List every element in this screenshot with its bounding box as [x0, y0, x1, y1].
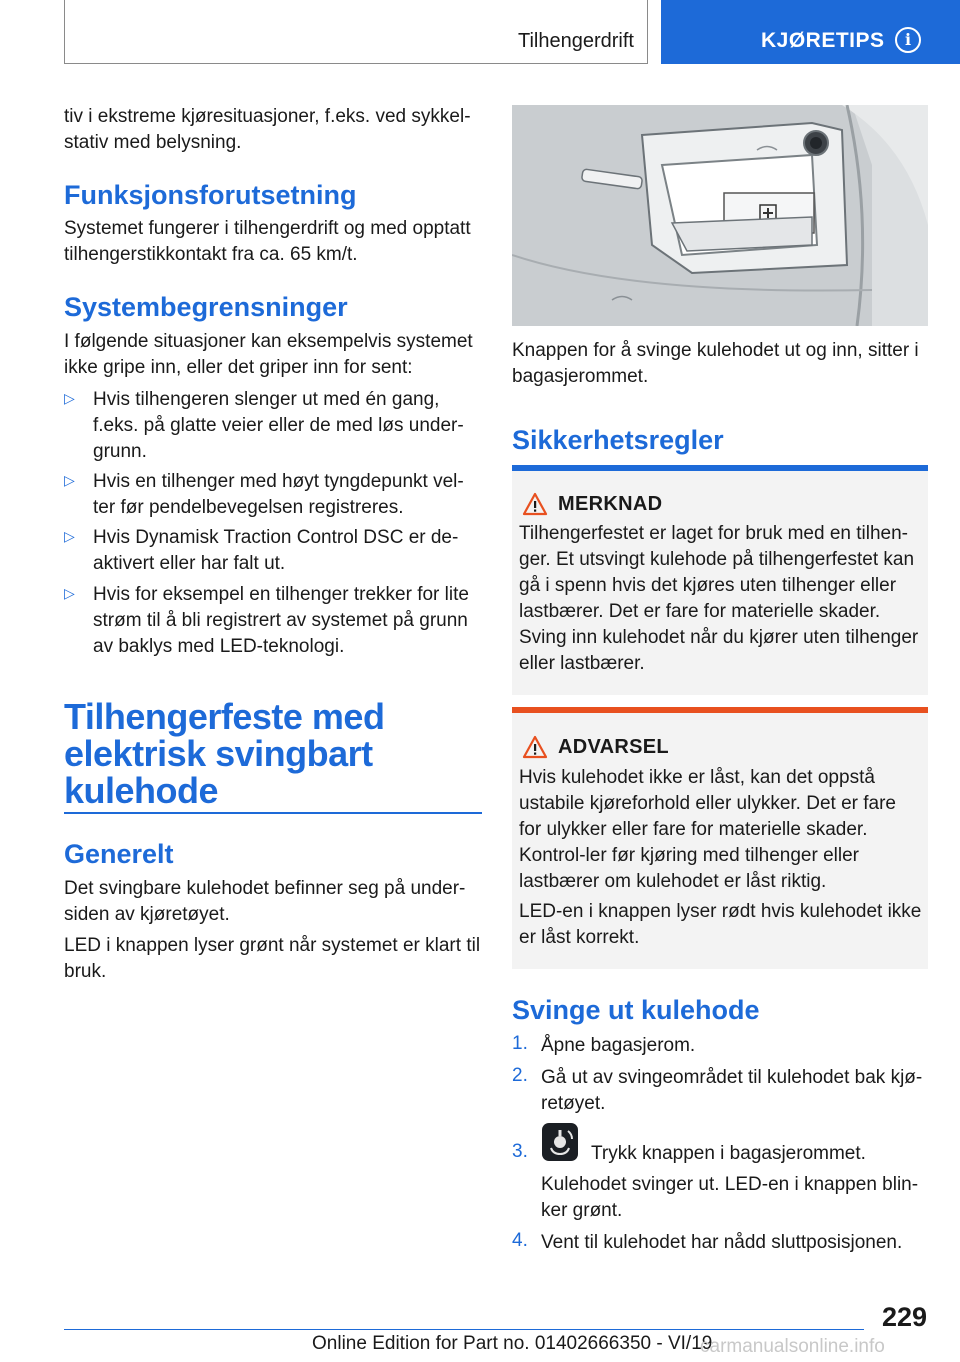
step-text: Trykk knappen i bagasjerommet. — [591, 1143, 866, 1164]
step-number: 3. — [512, 1141, 528, 1162]
section-title: Tilhengerdrift — [518, 30, 634, 52]
footer-rule — [64, 1329, 864, 1330]
notice-merknad — [512, 465, 928, 695]
watermark-text: carmanualsonline.info — [700, 1336, 885, 1357]
bullet-marker: ▷ — [64, 472, 75, 488]
paragraph-systembegrensninger: I følgende situasjoner kan eksempelvis systemet ikke gripe inn, eller det griper inn for sent: — [64, 331, 473, 378]
notice-text: Tilhengerfestet er laget for bruk med en tilhen-ger. Et utsvingt kulehode på tilhengerfestet kan gå i spenn hvis det kjøres uten tilhenger eller lastbærer. Det er fare for materielle skader. Sving inn kulehodet når du kjører uten tilhenger eller lastbærer. — [519, 523, 919, 674]
paragraph-generelt-1: Det svingbare kulehodet befinner seg på under-siden av kjøretøyet. — [64, 878, 466, 925]
step-number: 1. — [512, 1033, 528, 1054]
bullet-marker: ▷ — [64, 585, 75, 601]
step-number: 2. — [512, 1065, 528, 1086]
chapter-label: KJØRETIPS — [761, 29, 885, 52]
bullet-text: Hvis for eksempel en tilhenger trekker for lite strøm til å bli registrert av systemet på grunn av baklys med LED-teknologi. — [93, 584, 469, 657]
page-number: 229 — [881, 1302, 927, 1332]
step-text: Åpne bagasjerom. — [541, 1035, 696, 1056]
trunk-illustration — [512, 105, 928, 326]
bullet-text: Hvis tilhengeren slenger ut med én gang, f.eks. på glatte veier eller de med løs under-grunn. — [93, 389, 464, 462]
notice-advarsel — [512, 707, 928, 969]
heading-sikkerhetsregler: Sikkerhetsregler — [512, 425, 724, 455]
heading-generelt: Generelt — [64, 839, 174, 869]
notice-text-2: LED-en i knappen lyser rødt hvis kulehodet ikke er låst korrekt. — [519, 901, 922, 948]
step-number: 4. — [512, 1230, 528, 1251]
notice-title: ADVARSEL — [558, 736, 669, 758]
tow-hitch-button-icon — [541, 1122, 579, 1162]
step-text: Gå ut av svingeområdet til kulehodet bak kjø-retøyet. — [541, 1067, 923, 1114]
step-result: Kulehodet svinger ut. LED-en i knappen blin-ker grønt. — [541, 1174, 919, 1221]
chapter-tab[interactable] — [661, 0, 960, 64]
bullet-text: Hvis en tilhenger med høyt tyngdepunkt vel-ter før pendelbevegelsen registreres. — [93, 471, 464, 518]
heading-rule — [64, 812, 482, 814]
edition-text: Online Edition for Part no. 01402666350 - VI/19 — [312, 1333, 713, 1354]
step-text: Vent til kulehodet har nådd sluttposisjonen. — [541, 1232, 903, 1253]
notice-text: Hvis kulehodet ikke er låst, kan det oppstå ustabile kjøreforhold eller ulykker. Det er fare for ulykker eller fare for materielle skader. Kontrol-ler før kjøring med tilhenger eller lastbærer om kulehodet er låst riktig. — [519, 767, 896, 892]
warning-triangle-icon — [522, 492, 548, 516]
heading-svinge-ut: Svinge ut kulehode — [512, 995, 760, 1025]
notice-bar — [512, 707, 928, 713]
paragraph-funksjonsforutsetning: Systemet fungerer i tilhengerdrift og med opptatt tilhengerstikkontakt fra ca. 65 km/t. — [64, 218, 471, 265]
notice-bar — [512, 465, 928, 471]
warning-triangle-icon — [522, 735, 548, 759]
heading-funksjonsforutsetning: Funksjonsforutsetning — [64, 180, 357, 210]
heading-tilhengerfeste: Tilhengerfeste med elektrisk svingbart kulehode — [64, 696, 385, 811]
bullet-marker: ▷ — [64, 528, 75, 544]
bullet-text: Hvis Dynamisk Traction Control DSC er de-aktivert eller har falt ut. — [93, 527, 459, 574]
paragraph-generelt-2: LED i knappen lyser grønt når systemet er klart til bruk. — [64, 935, 481, 982]
intro-continuation: tiv i ekstreme kjøresituasjoner, f.eks. ved sykkel-stativ med belysning. — [64, 106, 471, 153]
heading-systembegrensninger: Systembegrensninger — [64, 292, 348, 322]
info-icon: i — [895, 27, 921, 53]
bullet-marker: ▷ — [64, 390, 75, 406]
image-caption: Knappen for å svinge kulehodet ut og inn, sitter i bagasjerommet. — [512, 340, 919, 387]
trunk-compartment-drawing — [512, 105, 928, 326]
notice-title: MERKNAD — [558, 493, 663, 515]
